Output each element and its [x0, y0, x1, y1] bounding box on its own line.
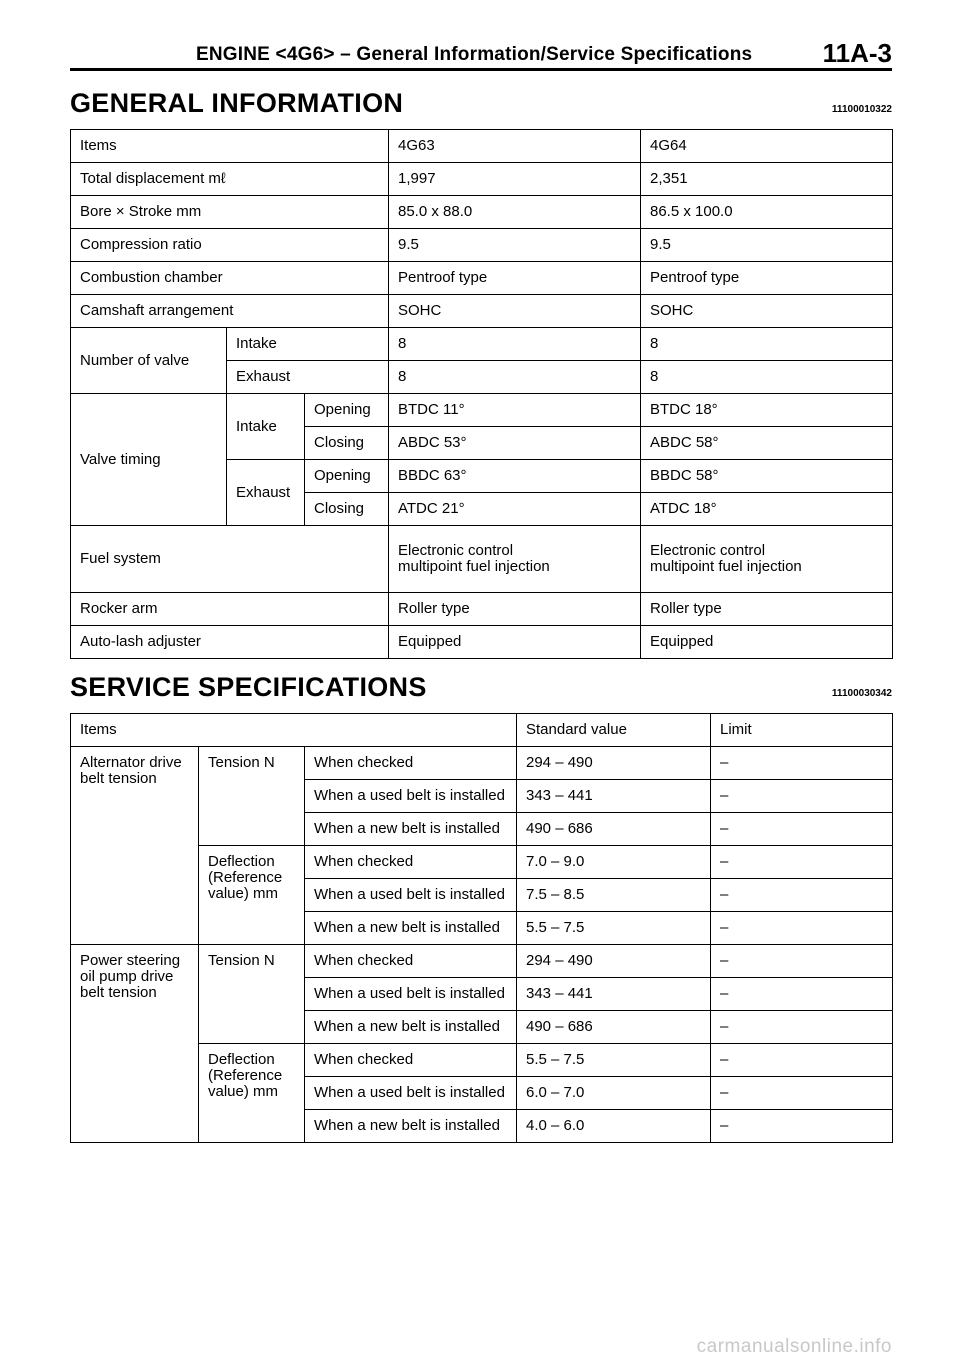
table-cell: – — [711, 1044, 893, 1077]
table-cell: – — [711, 912, 893, 945]
table-header-cell: Limit — [711, 714, 893, 747]
table-cell: 7.5 – 8.5 — [517, 879, 711, 912]
table-cell: 5.5 – 7.5 — [517, 912, 711, 945]
table-cell: 4.0 – 6.0 — [517, 1110, 711, 1143]
table-cell: Total displacement mℓ — [71, 163, 389, 196]
table-cell: Compression ratio — [71, 229, 389, 262]
table-cell: Auto-lash adjuster — [71, 626, 389, 659]
table-cell: – — [711, 978, 893, 1011]
table-cell: – — [711, 813, 893, 846]
general-information-table — [70, 129, 893, 659]
table-cell: 490 – 686 — [517, 1011, 711, 1044]
table-cell: Electronic control multipoint fuel injection — [389, 526, 641, 593]
table-row — [71, 394, 893, 427]
table-cell: ABDC 53° — [389, 427, 641, 460]
table-cell: 294 – 490 — [517, 747, 711, 780]
table-cell: Exhaust — [227, 460, 305, 526]
table-header-cell: Items — [71, 714, 517, 747]
table-header-cell: 4G63 — [389, 130, 641, 163]
table-cell: Roller type — [641, 593, 893, 626]
table-cell: – — [711, 1110, 893, 1143]
table-cell: Alternator drive belt tension — [71, 747, 199, 945]
table-cell: Bore × Stroke mm — [71, 196, 389, 229]
table-cell: When a new belt is installed — [305, 1011, 517, 1044]
table-cell: Pentroof type — [641, 262, 893, 295]
table-cell: Pentroof type — [389, 262, 641, 295]
table-cell: Closing — [305, 427, 389, 460]
table-cell: SOHC — [389, 295, 641, 328]
table-cell: Intake — [227, 394, 305, 460]
table-cell: 8 — [389, 361, 641, 394]
table-cell: Equipped — [641, 626, 893, 659]
table-cell: 8 — [641, 328, 893, 361]
table-row — [71, 747, 893, 780]
table-row — [71, 714, 893, 747]
table-cell: 6.0 – 7.0 — [517, 1077, 711, 1110]
table-row — [71, 526, 893, 593]
table-cell: Intake — [227, 328, 389, 361]
table-row — [71, 626, 893, 659]
watermark: carmanualsonline.info — [696, 1336, 892, 1357]
table-cell: 86.5 x 100.0 — [641, 196, 893, 229]
table-cell: – — [711, 945, 893, 978]
table-cell: When a used belt is installed — [305, 1077, 517, 1110]
table-cell: 490 – 686 — [517, 813, 711, 846]
table-cell: Roller type — [389, 593, 641, 626]
general-information-code: 11100010322 — [831, 104, 892, 115]
table-cell: BBDC 58° — [641, 460, 893, 493]
table-cell: Closing — [305, 493, 389, 526]
table-cell: ATDC 21° — [389, 493, 641, 526]
table-cell: SOHC — [641, 295, 893, 328]
table-cell: Tension N — [199, 747, 305, 846]
table-row — [71, 262, 893, 295]
table-cell: When checked — [305, 747, 517, 780]
table-row — [71, 130, 893, 163]
table-cell: Valve timing — [71, 394, 227, 526]
table-cell: – — [711, 1011, 893, 1044]
table-cell: Rocker arm — [71, 593, 389, 626]
table-cell: When a new belt is installed — [305, 813, 517, 846]
table-cell: Tension N — [199, 945, 305, 1044]
table-cell: When a used belt is installed — [305, 780, 517, 813]
table-cell: 7.0 – 9.0 — [517, 846, 711, 879]
table-cell: Electronic control multipoint fuel injection — [641, 526, 893, 593]
table-cell: 2,351 — [641, 163, 893, 196]
table-cell: Camshaft arrangement — [71, 295, 389, 328]
table-cell: When a used belt is installed — [305, 978, 517, 1011]
general-information-title: GENERAL INFORMATION — [70, 88, 404, 118]
service-specifications-title: SERVICE SPECIFICATIONS — [70, 672, 427, 702]
table-cell: 8 — [641, 361, 893, 394]
table-cell: 343 – 441 — [517, 978, 711, 1011]
table-header-cell: Standard value — [517, 714, 711, 747]
table-cell: – — [711, 780, 893, 813]
table-cell: When a new belt is installed — [305, 912, 517, 945]
table-cell: Exhaust — [227, 361, 389, 394]
page-number: 11A-3 — [822, 38, 892, 68]
table-cell: BTDC 18° — [641, 394, 893, 427]
table-row — [71, 229, 893, 262]
table-cell: 9.5 — [389, 229, 641, 262]
table-row — [71, 593, 893, 626]
table-cell: 8 — [389, 328, 641, 361]
table-cell: Equipped — [389, 626, 641, 659]
table-row — [71, 295, 893, 328]
table-cell: 343 – 441 — [517, 780, 711, 813]
table-cell: When checked — [305, 1044, 517, 1077]
table-cell: – — [711, 879, 893, 912]
table-cell: When checked — [305, 945, 517, 978]
table-header-cell: Items — [71, 130, 389, 163]
table-cell: – — [711, 1077, 893, 1110]
table-cell: BBDC 63° — [389, 460, 641, 493]
table-cell: 5.5 – 7.5 — [517, 1044, 711, 1077]
table-cell: Deflection (Reference value) mm — [199, 1044, 305, 1143]
table-row — [71, 945, 893, 978]
table-row — [71, 328, 893, 361]
table-cell: When a used belt is installed — [305, 879, 517, 912]
table-cell: Opening — [305, 394, 389, 427]
table-cell: Power steering oil pump drive belt tension — [71, 945, 199, 1143]
table-cell: 9.5 — [641, 229, 893, 262]
table-cell: ATDC 18° — [641, 493, 893, 526]
header-divider — [70, 68, 892, 71]
table-row — [71, 163, 893, 196]
table-cell: – — [711, 846, 893, 879]
table-cell: Fuel system — [71, 526, 389, 593]
page-header-title: ENGINE <4G6> – General Information/Service Specifications — [196, 44, 753, 65]
table-cell: Opening — [305, 460, 389, 493]
table-header-cell: 4G64 — [641, 130, 893, 163]
table-cell: ABDC 58° — [641, 427, 893, 460]
table-cell: When checked — [305, 846, 517, 879]
table-cell: When a new belt is installed — [305, 1110, 517, 1143]
service-specifications-table — [70, 713, 893, 1143]
table-cell: 85.0 x 88.0 — [389, 196, 641, 229]
table-cell: 294 – 490 — [517, 945, 711, 978]
table-cell: – — [711, 747, 893, 780]
table-cell: 1,997 — [389, 163, 641, 196]
table-cell: Number of valve — [71, 328, 227, 394]
table-cell: Combustion chamber — [71, 262, 389, 295]
table-row — [71, 196, 893, 229]
service-specifications-code: 11100030342 — [831, 688, 892, 699]
table-cell: Deflection (Reference value) mm — [199, 846, 305, 945]
table-cell: BTDC 11° — [389, 394, 641, 427]
